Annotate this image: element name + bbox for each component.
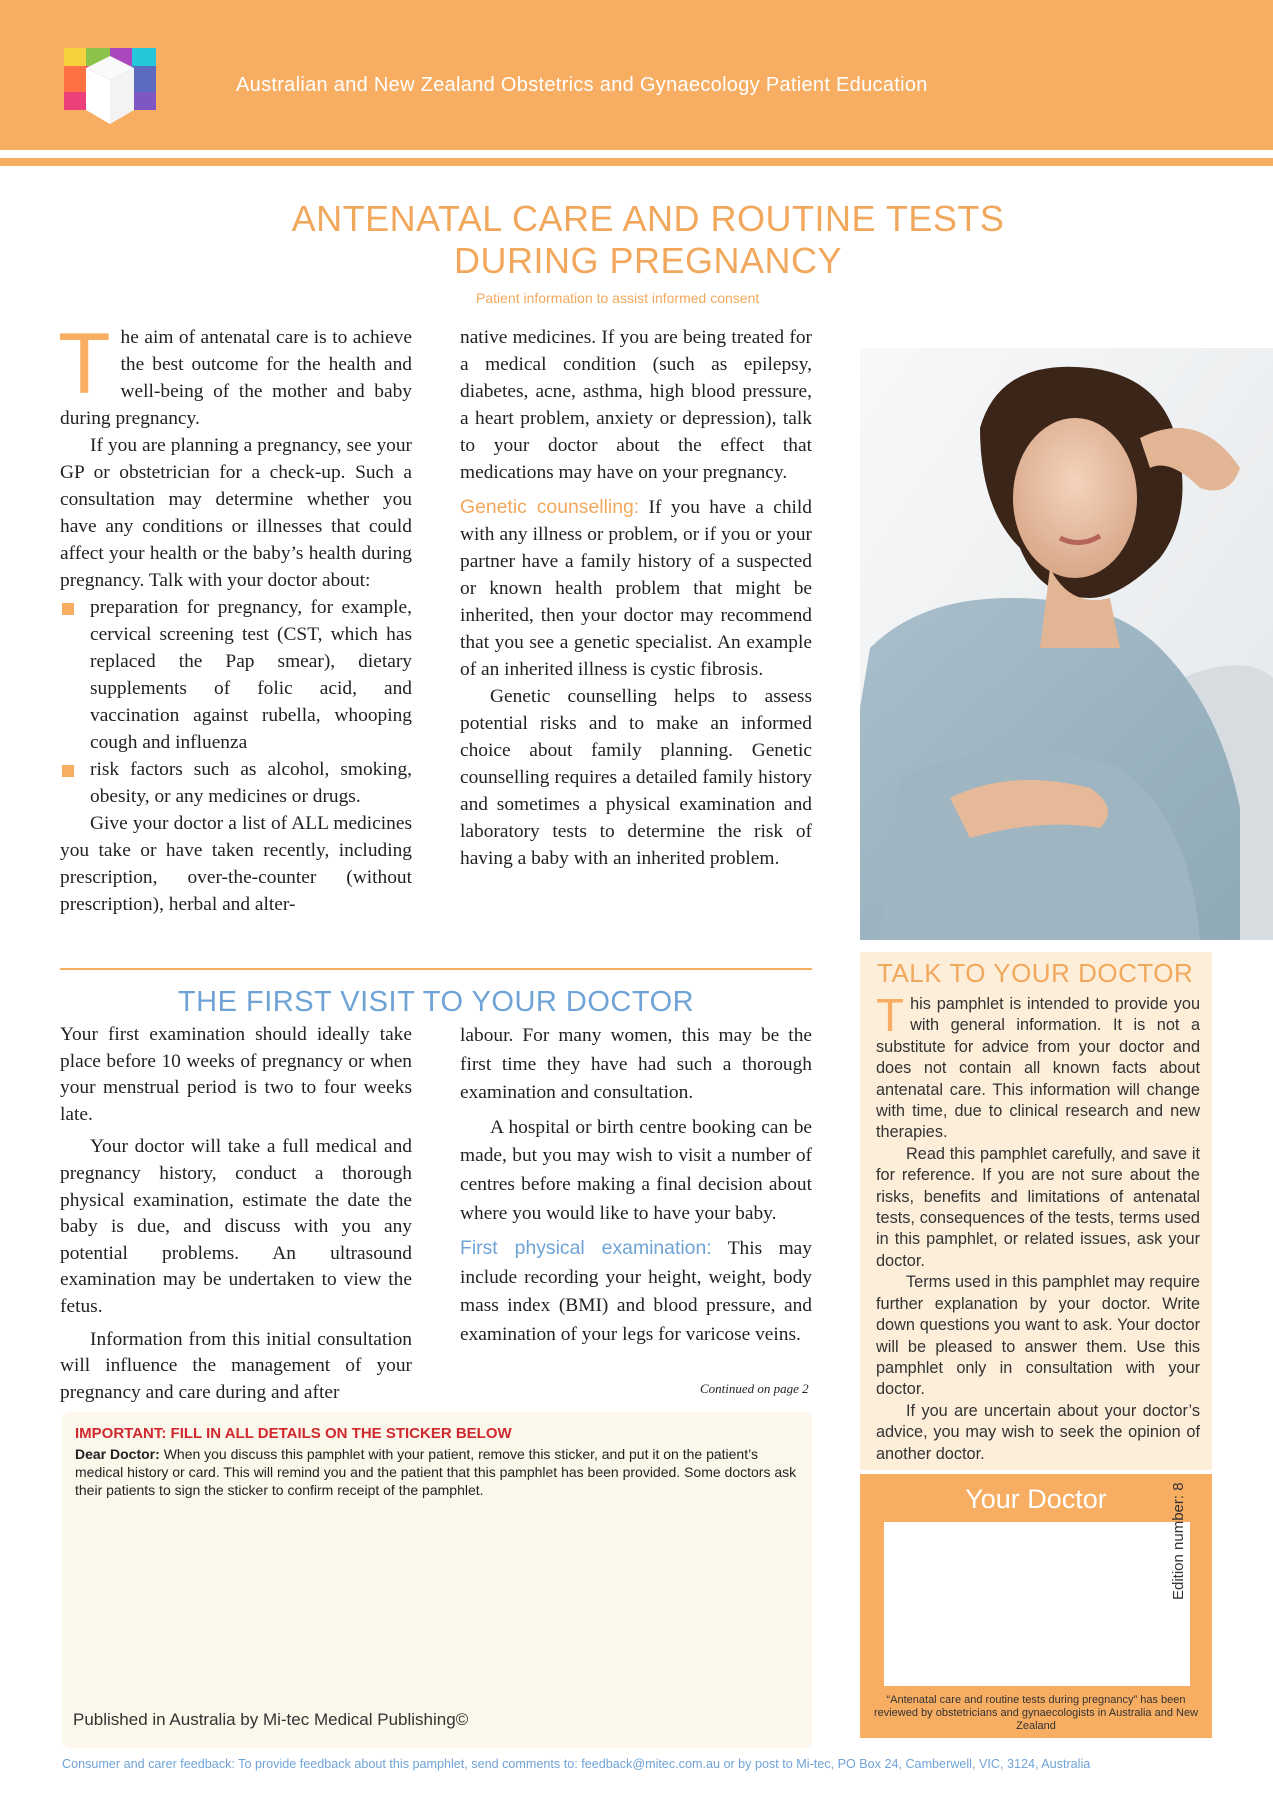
- talk-to-doctor-heading: TALK TO YOUR DOCTOR: [877, 958, 1194, 988]
- page-subtitle: Patient information to assist informed consent: [476, 290, 760, 306]
- first-visit-paragraph: A hospital or birth centre booking can be made, but you may wish to visit a number of centres before making a final decision about where you would like to have your baby.: [460, 1116, 812, 1224]
- sticker-important-heading: IMPORTANT: FILL IN ALL DETAILS ON THE STICKER BELOW: [75, 1425, 512, 1442]
- publisher-credit: Published in Australia by Mi-tec Medical Publishing©: [73, 1710, 469, 1729]
- talk-to-doctor-text: [876, 989, 1200, 1465]
- sidebar-paragraph: If you are uncertain about your doctor’s advice, you may wish to seek the opinion of another doctor.: [876, 1401, 1200, 1463]
- your-doctor-title: Your Doctor: [965, 1484, 1107, 1514]
- intro-column-1: [58, 316, 412, 918]
- first-visit-paragraph: labour. For many women, this may be the first time they have had such a thorough examination and consultation.: [460, 1025, 812, 1104]
- section-divider: [60, 968, 812, 970]
- intro-bullet-list: [60, 594, 412, 810]
- dear-doctor-label: Dear Doctor:: [75, 1446, 160, 1462]
- mitec-logo-icon: [60, 44, 160, 128]
- first-visit-column-1: [60, 1022, 412, 1406]
- intro-paragraph: Give your doctor a list of ALL medicines you take or have taken recently, including prescription, over-the-counter (without prescription), herbal and alter-: [60, 813, 412, 915]
- list-item: preparation for pregnancy, for example, cervical screening test (CST, which has replaced the Pap smear), dietary supplements of folic acid, and vaccination against rubella, whooping cough and influenza: [60, 594, 412, 756]
- first-physical-exam-paragraph: First physical examination: This may include recording your height, weight, body mass index (BMI) and blood pressure, and examination of your legs for varicose veins.: [460, 1237, 812, 1345]
- sticker-instructions: Dear Doctor: When you discuss this pamphlet with your patient, remove this sticker, and put it on the patient’s medical history or card. This will remind you and the patient that this pamphlet has been provided. Some doctors ask their patients to sign the sticker to confirm receipt of the pamphlet.: [75, 1446, 797, 1498]
- first-visit-column-2: [460, 1022, 812, 1350]
- first-visit-heading: THE FIRST VISIT TO YOUR DOCTOR: [177, 986, 695, 1018]
- genetic-counselling-heading: Genetic counselling:: [460, 496, 640, 518]
- sidebar-paragraph: This pamphlet is intended to provide you with general information. It is not a substitute for advice from your doctor and does not contain all known facts about antenatal care. This information will change with time, due to clinical research and new therapies.: [876, 989, 1200, 1142]
- genetic-counselling-paragraph: Genetic counselling: If you have a child with any illness or problem, or if you or your partner have a family history of a suspected or known health problem that might be inherited, then your doctor may recommend that you see a genetic specialist. An example of an inherited illness is cystic fibrosis.: [460, 496, 812, 680]
- continued-note: Continued on page 2: [700, 1381, 809, 1396]
- first-visit-paragraph: Your first examination should ideally take place before 10 weeks of pregnancy or when your menstrual period is two to four weeks late.: [60, 1024, 412, 1125]
- pregnant-woman-photo: [860, 348, 1273, 940]
- bullet-square-icon: [62, 603, 74, 615]
- dropcap: T: [58, 316, 111, 412]
- feedback-footer: Consumer and carer feedback: To provide feedback about this pamphlet, send comments to: feedback@mitec.com.au or by post to Mi-tec, PO Box 24, Camberwell, VIC, 3124, Australia: [62, 1757, 1091, 1771]
- intro-column-2: [460, 324, 812, 872]
- first-visit-paragraph: Your doctor will take a full medical and pregnancy history, conduct a thorough physical examination, estimate the date the baby is due, and discuss with you any potential problems. An ultrasound examination may be undertaken to view the fetus.: [60, 1136, 412, 1317]
- first-physical-exam-heading: First physical examination:: [460, 1237, 712, 1260]
- intro-paragraph: The aim of antenatal care is to achieve the best outcome for the health and well-being of the mother and baby during pregnancy.: [58, 316, 412, 429]
- first-visit-paragraph: Information from this initial consultation will influence the management of your pregnancy and care during and after: [60, 1328, 412, 1403]
- edition-number: Edition number: 8: [1170, 1482, 1187, 1600]
- page-title: ANTENATAL CARE AND ROUTINE TESTS DURING PREGNANCY: [291, 198, 1005, 281]
- genetic-counselling-paragraph: Genetic counselling helps to assess potential risks and to make an informed choice about family planning. Genetic counselling requires a detailed family history and sometimes a physical examination and laboratory tests to determine the risk of having a baby with an inherited problem.: [460, 686, 812, 869]
- intro-paragraph: If you are planning a pregnancy, see your GP or obstetrician for a check-up. Such a consultation may determine whether you have any conditions or illnesses that could affect your health or the baby’s health during pregnancy. Talk with your doctor about:: [60, 435, 412, 591]
- header-rule: [0, 158, 1273, 166]
- sidebar-paragraph: Read this pamphlet carefully, and save it for reference. If you are not sure about the risks, benefits and limitations of antenatal tests, consequences of the tests, terms used in this pamphlet, or related issues, ask your doctor.: [876, 1144, 1200, 1270]
- review-note: “Antenatal care and routine tests during pregnancy” has been reviewed by obstetricians and gynaecologists in Australia and New Zealand: [873, 1694, 1199, 1732]
- intro-paragraph: native medicines. If you are being treated for a medical condition (such as epilepsy, diabetes, acne, asthma, high blood pressure, a heart problem, anxiety or depression), talk to your doctor about the effect that medications may have on your pregnancy.: [460, 327, 812, 483]
- dropcap: T: [876, 989, 905, 1041]
- list-item: risk factors such as alcohol, smoking, obesity, or any medicines or drugs.: [60, 756, 412, 810]
- doctor-stamp-area[interactable]: [884, 1522, 1190, 1686]
- org-name: Australian and New Zealand Obstetrics and Gynaecology Patient Education: [236, 74, 928, 96]
- sidebar-paragraph: Terms used in this pamphlet may require further explanation by your doctor. Write down questions you want to ask. Your doctor will be pleased to answer them. Use this pamphlet only in consultation with your doctor.: [876, 1273, 1200, 1399]
- bullet-square-icon: [62, 765, 74, 777]
